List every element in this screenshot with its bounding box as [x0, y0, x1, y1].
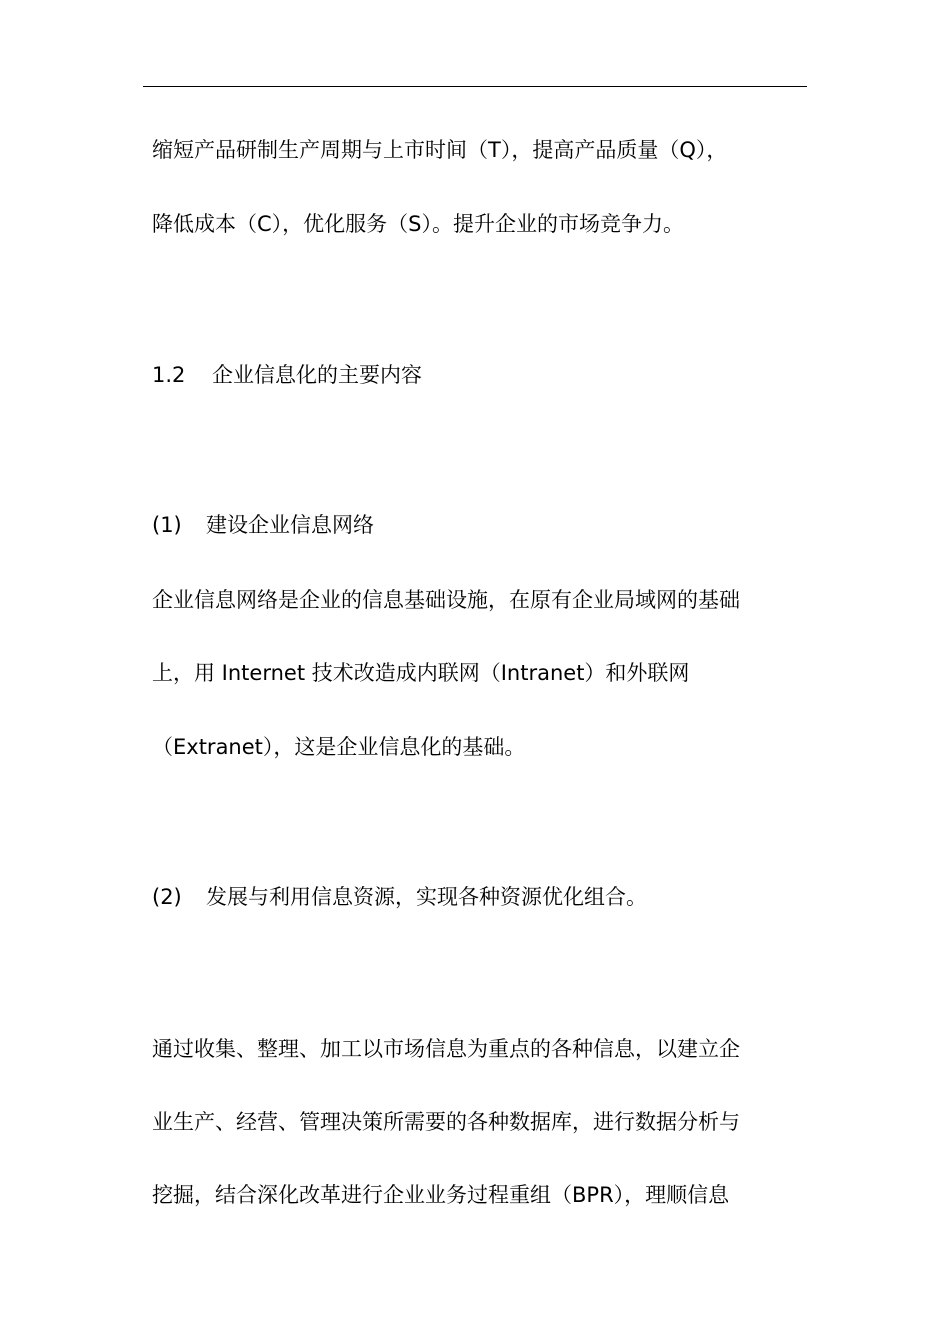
section-heading: [152, 361, 792, 389]
paragraph-line: 业生产、经营、管理决策所需要的各种数据库，进行数据分析与: [152, 1110, 740, 1134]
paragraph-line: 降低成本（C），优化服务（S）。提升企业的市场竞争力。: [152, 212, 684, 236]
section-number: 1.2: [152, 363, 186, 387]
item-title: 发展与利用信息资源，实现各种资源优化组合。: [206, 885, 647, 909]
paragraph-line: 挖掘，结合深化改革进行企业业务过程重组（BPR），理顺信息: [152, 1183, 730, 1207]
item-number: (2): [152, 885, 182, 909]
header-rule: [143, 86, 807, 87]
item-heading: [152, 511, 792, 539]
item-heading: [152, 883, 792, 911]
section-title: 企业信息化的主要内容: [212, 363, 422, 387]
paragraph-line: （Extranet），这是企业信息化的基础。: [152, 735, 526, 759]
paragraph-line: 企业信息网络是企业的信息基础设施，在原有企业局域网的基础: [152, 588, 740, 612]
paragraph-line: 通过收集、整理、加工以市场信息为重点的各种信息，以建立企: [152, 1037, 740, 1061]
paragraph-line: 缩短产品研制生产周期与上市时间（T），提高产品质量（Q），: [152, 138, 728, 162]
item-title: 建设企业信息网络: [206, 513, 374, 537]
item-number: (1): [152, 513, 182, 537]
paragraph-line: 上，用 Internet 技术改造成内联网（Intranet）和外联网: [152, 661, 690, 685]
